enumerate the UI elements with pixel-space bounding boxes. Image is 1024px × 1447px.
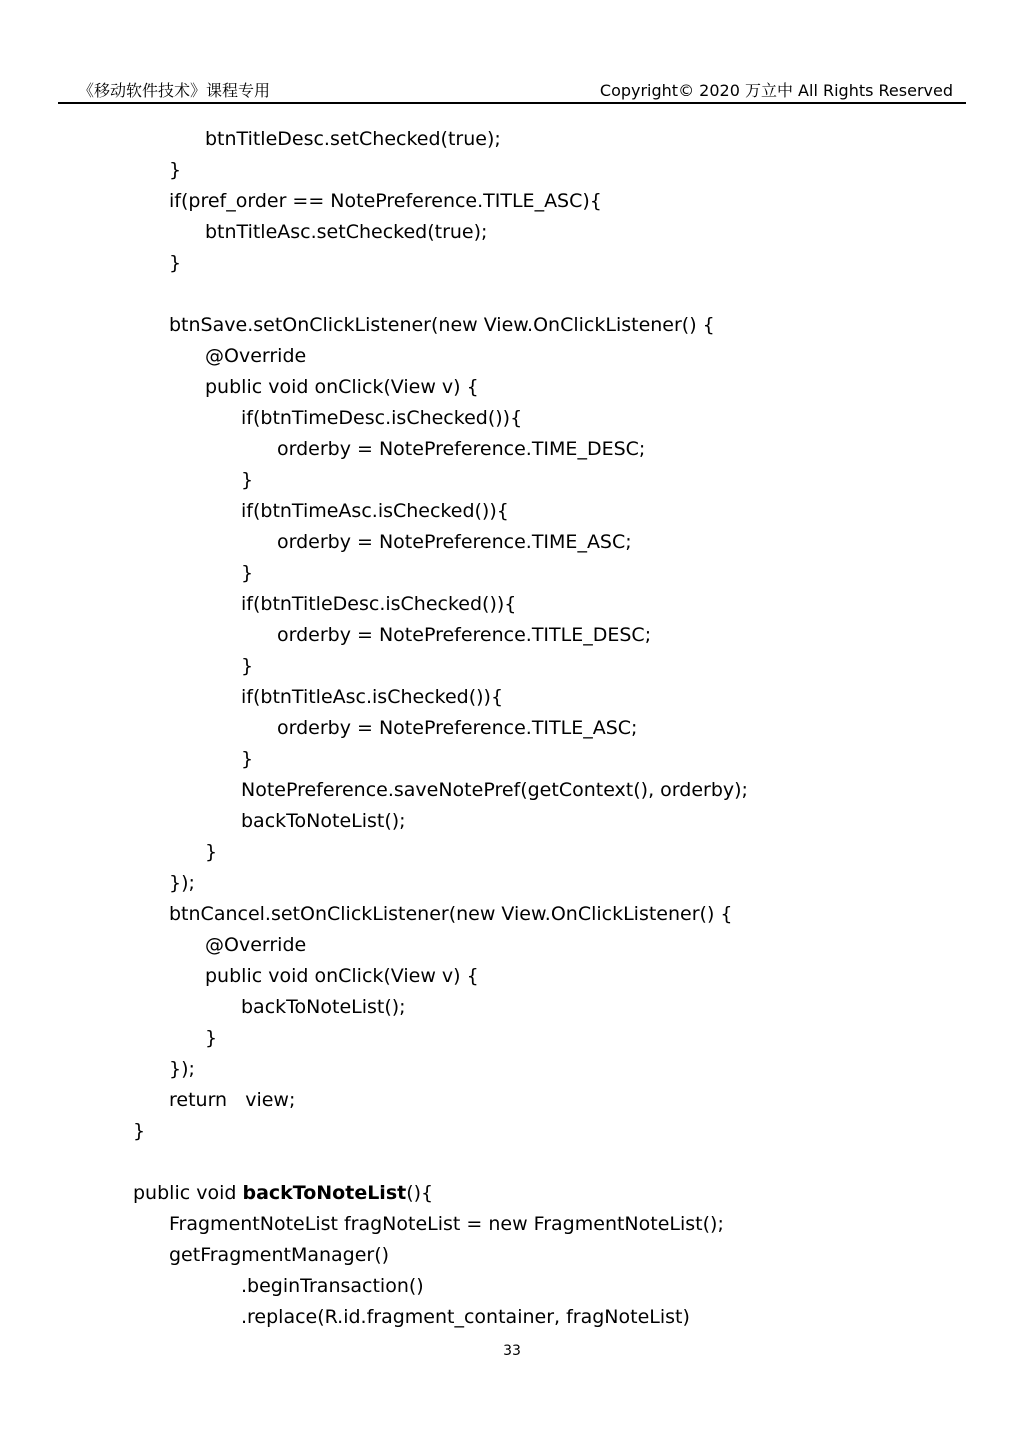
code-text: getFragmentManager()	[169, 1244, 390, 1266]
code-line	[277, 620, 651, 651]
code-line	[205, 1023, 217, 1054]
code-line	[241, 682, 503, 713]
code-text: backToNoteList();	[241, 810, 406, 832]
code-line	[169, 1240, 389, 1271]
code-line	[169, 1085, 295, 1116]
code-line	[241, 496, 509, 527]
code-line	[169, 868, 195, 899]
code-line	[277, 434, 645, 465]
code-text: orderby = NotePreference.TITLE_DESC;	[277, 624, 652, 646]
code-text: public void	[133, 1182, 243, 1204]
code-text: @Override	[205, 934, 307, 956]
code-text: });	[169, 1058, 195, 1080]
code-text: orderby = NotePreference.TIME_ASC;	[277, 531, 632, 553]
code-line	[169, 1054, 195, 1085]
code-line	[169, 186, 602, 217]
code-line	[241, 775, 748, 806]
code-line	[241, 806, 406, 837]
copyright-notice: Copyright© 2020 万立中 All Rights Reserved	[599, 81, 953, 100]
code-text: }	[241, 469, 254, 491]
code-line	[169, 1209, 724, 1240]
code-text: }	[169, 252, 182, 274]
code-text: }	[133, 1120, 146, 1142]
code-line	[277, 527, 632, 558]
code-text: return view;	[169, 1089, 296, 1111]
code-text: backToNoteList();	[241, 996, 406, 1018]
code-line	[277, 713, 637, 744]
code-text: NotePreference.saveNotePref(getContext(), orderby);	[241, 779, 748, 801]
code-line	[205, 341, 306, 372]
code-line	[205, 837, 217, 868]
code-text: if(btnTimeDesc.isChecked()){	[241, 407, 523, 429]
code-text: }	[205, 841, 218, 863]
code-line	[241, 651, 253, 682]
code-line	[205, 372, 479, 403]
code-line	[241, 558, 253, 589]
code-text: if(pref_order == NotePreference.TITLE_ASC){	[169, 190, 602, 212]
code-line	[133, 1116, 145, 1147]
code-text: public void onClick(View v) {	[205, 376, 479, 398]
code-text: btnTitleDesc.setChecked(true);	[205, 128, 501, 150]
code-line	[205, 930, 306, 961]
code-line	[169, 155, 181, 186]
code-text: (){	[406, 1182, 434, 1204]
code-text: .beginTransaction()	[241, 1275, 424, 1297]
code-text: btnTitleAsc.setChecked(true);	[205, 221, 488, 243]
code-text: if(btnTitleDesc.isChecked()){	[241, 593, 517, 615]
code-line	[205, 217, 487, 248]
code-line	[241, 465, 253, 496]
code-text: }	[241, 748, 254, 770]
code-line	[205, 124, 501, 155]
code-line	[241, 992, 406, 1023]
method-name: backToNoteList	[242, 1182, 407, 1204]
code-text: }	[169, 159, 182, 181]
code-text: btnCancel.setOnClickListener(new View.OnClickListener() {	[169, 903, 733, 925]
code-line	[169, 310, 715, 341]
page-number: 33	[503, 1343, 521, 1359]
code-text: orderby = NotePreference.TIME_DESC;	[277, 438, 646, 460]
code-text: @Override	[205, 345, 307, 367]
code-line	[241, 589, 516, 620]
code-text: btnSave.setOnClickListener(new View.OnClickListener() {	[169, 314, 715, 336]
code-line	[241, 1302, 690, 1333]
code-line	[205, 961, 479, 992]
code-line	[241, 744, 253, 775]
code-line	[241, 403, 522, 434]
code-line	[133, 1178, 433, 1209]
code-text: }	[241, 562, 254, 584]
code-text: FragmentNoteList fragNoteList = new FragmentNoteList();	[169, 1213, 724, 1235]
page-header	[58, 72, 966, 104]
code-text: }	[205, 1027, 218, 1049]
code-text: public void onClick(View v) {	[205, 965, 479, 987]
code-line	[241, 1271, 424, 1302]
code-text: }	[241, 655, 254, 677]
code-line	[169, 899, 733, 930]
code-text: if(btnTitleAsc.isChecked()){	[241, 686, 504, 708]
code-text: .replace(R.id.fragment_container, fragNoteList)	[241, 1306, 690, 1328]
code-text: if(btnTimeAsc.isChecked()){	[241, 500, 509, 522]
code-text: });	[169, 872, 195, 894]
code-text: orderby = NotePreference.TITLE_ASC;	[277, 717, 638, 739]
course-title: 《移动软件技术》课程专用	[78, 81, 271, 100]
code-line	[169, 248, 181, 279]
